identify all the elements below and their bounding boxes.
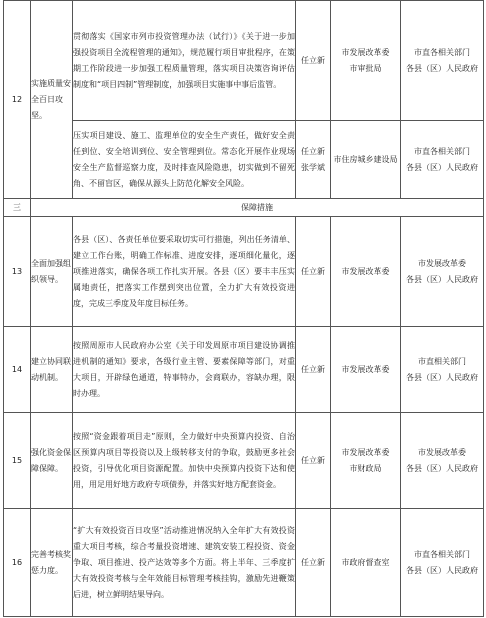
row-number: 15 <box>4 413 31 509</box>
row-content: 压实项目建设、施工、监理单位的安全生产责任，做好安全责任到位、安全培训到位、安全管理到位。常态化开展作业现场安全生产监督巡察力度，及时排查风险隐患，切实做到不留死角、不留盲区，确保从源头上防范化解安全风险。 <box>73 121 296 199</box>
row-coop: 市发展改革委 各县（区）人民政府 <box>401 217 484 327</box>
row-item: 完善考核奖惩力度。 <box>31 509 73 617</box>
row-item: 实施质量安全百日攻坚。 <box>31 1 73 199</box>
row-lead: 任立新 <box>296 413 331 509</box>
row-coop: 市直相关部门 各县（区）人民政府 <box>401 327 484 413</box>
section-title-text: 保障措施 <box>241 202 273 212</box>
row-dept: 市发展改革委 <box>331 217 401 327</box>
table-row <box>4 509 484 617</box>
table-row <box>4 413 484 509</box>
row-dept: 市发展改革委 市审批局 <box>331 1 401 121</box>
row-number: 13 <box>4 217 31 327</box>
row-content: “扩大有效投资百日攻坚”活动推进情况纳入全年扩大有效投资重大项目考核，综合考量投资增速、建筑安装工程投资、资金争取、项目推进、投产达效等多个方面。将上半年、三季度扩大有效投资考核与全年效能目标管理考核挂钩，激励先进鞭策后进，树立鲜明结果导向。 <box>73 509 296 617</box>
row-lead: 任立新 <box>296 327 331 413</box>
row-coop: 市发展改革委 各县（区）人民政府 <box>401 413 484 509</box>
row-item: 强化资金保障保障。 <box>31 413 73 509</box>
row-content: 贯彻落实《国家市列市投资管理办法（试行）》《关于进一步加强投资项目全流程管理的通知》，规范履行项目审批程序，在策期工作阶段进一步加强工程质量管理，落实项目决策咨询评估制度和“项目四制”管理制度，加强项目实施事中事后监管。 <box>73 1 296 121</box>
row-lead: 任立新 <box>296 509 331 617</box>
section-row <box>4 199 484 217</box>
row-content: 按照“资金跟着项目走”原则，全力做好中央预算内投资、自治区预算内项目等投资以及上级转移支付的争取，鼓励更多社会投资，引导优化项目资源配置。加快中央预算内投资下达和使用，用足用好地方政府专项债券，并落实好地方配套资金。 <box>73 413 296 509</box>
table-row <box>4 121 484 199</box>
row-number: 12 <box>4 1 31 199</box>
row-coop: 市直各相关部门 各县（区）人民政府 <box>401 509 484 617</box>
row-lead: 任立新 <box>296 217 331 327</box>
row-dept: 市政府督查室 <box>331 509 401 617</box>
row-number: 14 <box>4 327 31 413</box>
section-number: 三 <box>4 199 31 217</box>
row-item: 全面加强组织领导。 <box>31 217 73 327</box>
row-lead: 任立新 <box>296 1 331 121</box>
row-number: 16 <box>4 509 31 617</box>
row-lead: 任立新 张学斌 <box>296 121 331 199</box>
row-content: 各县（区）、各责任单位要采取切实可行措施，列出任务清单、建立工作台账，明确工作标准、进度安排，逐项细化量化，逐项推进落实，确保各项工作扎实开展。各县（区）要丰丰压实属地责任，把落实工作摆到突出位置，全力扩大有效投资进度，完成三季度及年度目标任务。 <box>73 217 296 327</box>
section-title <box>31 199 484 217</box>
row-content: 按照周原市人民政府办公室《关于印发周原市项目建设协调推进机制的通知》要求，各级行业主管、要素保障等部门，对重大项目，开辟绿色通道，特事特办，会商联办，容缺办理，限时办理。 <box>73 327 296 413</box>
row-item: 建立协同联动机制。 <box>31 327 73 413</box>
table-row <box>4 327 484 413</box>
row-coop: 市直各相关部门 各县（区）人民政府 <box>401 1 484 121</box>
row-dept: 市发展改革委 市财政局 <box>331 413 401 509</box>
row-dept: 市住房城乡建设局 <box>331 121 401 199</box>
row-dept: 市发展改革委 <box>331 327 401 413</box>
table-row <box>4 1 484 121</box>
row-coop: 市直各相关部门 各县（区）人民政府 <box>401 121 484 199</box>
table-row <box>4 217 484 327</box>
task-table <box>3 0 484 617</box>
